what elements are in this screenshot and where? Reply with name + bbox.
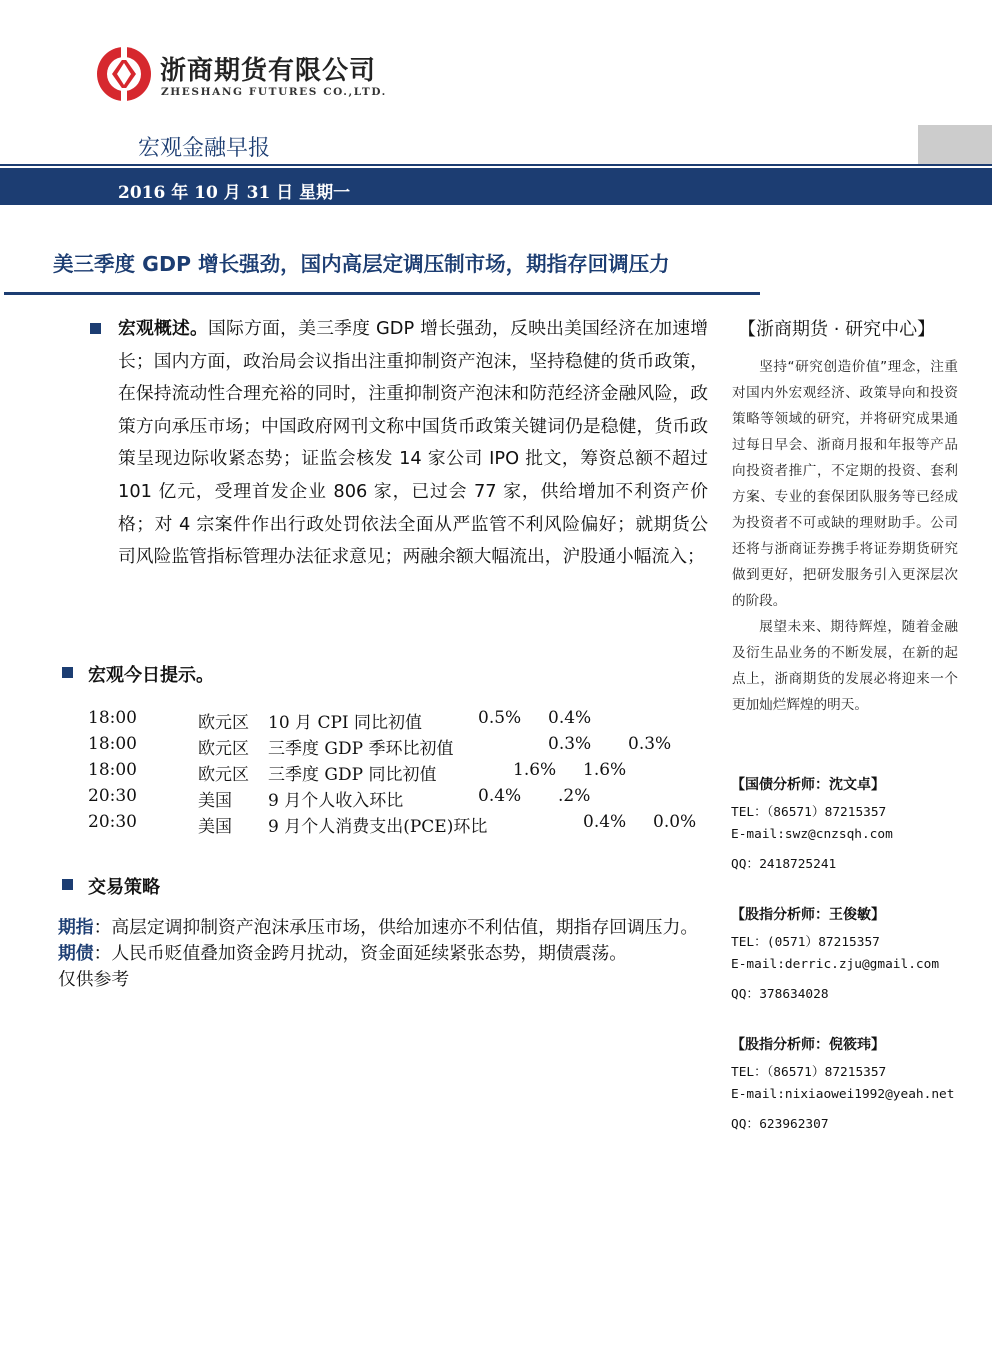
sidebar-title: 【浙商期货 · 研究中心】 [738, 319, 936, 340]
headline: 美三季度 GDP 增长强劲，国内高层定调压制市场，期指存回调压力 [53, 252, 670, 276]
calendar-event: 9 月个人收入环比 [268, 791, 404, 811]
strategy-index [58, 915, 708, 941]
calendar-value-1: 0.4% [478, 786, 522, 806]
calendar-value-2: .2% [558, 786, 591, 806]
bullet-icon [62, 667, 73, 678]
calendar-title: 宏观今日提示。 [88, 665, 214, 686]
calendar-value-2: 1.6% [583, 760, 627, 780]
analyst-tel: TEL：（86571）87215357 [731, 1065, 887, 1080]
sidebar-intro: 坚持“研究创造价值”理念，注重对国内外宏观经济、政策导向和投资策略等领域的研究，并将研究成果通过每日早会、浙商月报和年报等产品向投资者推广，不定期的投资、套利方案、专业的套保团队服务等已经成为投资者不可或缺的理财助手。公司还将与浙商证券携手将证券期货研究做到更好，把研发服务引入更深层次的阶段。 [732, 359, 958, 609]
strategy-disclaimer: 仅供参考 [58, 969, 130, 990]
macro-overview [118, 313, 708, 574]
company-name-en: ZHESHANG FUTURES CO.,LTD. [161, 86, 387, 98]
analyst-email[interactable]: E-mail:derric.zju@gmail.com [731, 957, 940, 972]
sidebar-outlook: 展望未来、期待辉煌，随着金融及衍生品业务的不断发展，在新的起点上，浙商期货的发展必将迎来一个更加灿烂辉煌的明天。 [732, 619, 958, 713]
calendar-value-2: 0.3% [628, 734, 672, 754]
strategy-index-key: 期指 [58, 917, 94, 938]
calendar-event: 三季度 GDP 季环比初值 [268, 739, 454, 759]
analyst-tel: TEL：(0571）87215357 [731, 935, 880, 950]
strategy-title: 交易策略 [88, 877, 160, 898]
analyst-name: 【股指分析师：王俊敏】 [731, 907, 885, 923]
calendar-row [0, 760, 760, 786]
calendar-value-1: 0.5% [478, 708, 522, 728]
analyst-email[interactable]: E-mail:nixiaowei1992@yeah.net [731, 1087, 955, 1102]
report-type: 宏观金融早报 [138, 136, 271, 161]
analyst-qq: QQ：378634028 [731, 987, 829, 1002]
calendar-row [0, 708, 760, 734]
calendar-time: 20:30 [88, 786, 137, 806]
overview-body: 国际方面，美三季度 GDP 增长强劲，反映出美国经济在加速增长；国内方面，政治局会议指出注重抑制资产泡沫，坚持稳健的货币政策，在保持流动性合理充裕的同时，注重抑制资产泡沫和防范经济金融风险，政策方向承压市场；中国政府网刊文称中国货币政策关键词仍是稳健，货币政策呈现边际收紧态势；证监会核发 14 家公司 IPO 批文，筹资总额不超过 101 亿元，受理首发企业 806 家，已过会 77 家，供给增加不利资产价格；对 4 宗案件作出行政处罚依法全面从严监管不利风险偏好；就期货公司风险监管指标管理办法征求意见；两融余额大幅流出，沪股通小幅流入； [118, 318, 708, 568]
calendar-event: 9 月个人消费支出(PCE)环比 [268, 817, 488, 837]
company-logo-icon [96, 46, 152, 102]
calendar-value-1: 1.6% [513, 760, 557, 780]
calendar-time: 20:30 [88, 812, 137, 832]
calendar-region: 欧元区 [198, 765, 249, 785]
trading-strategy [58, 915, 708, 993]
header-divider [0, 164, 992, 166]
calendar-row [0, 812, 760, 838]
bullet-icon [90, 323, 101, 334]
calendar-region: 欧元区 [198, 739, 249, 759]
analyst-email[interactable]: E-mail:swz@cnzsqh.com [731, 827, 893, 842]
calendar-region: 美国 [198, 791, 232, 811]
analyst-qq: QQ：623962307 [731, 1117, 829, 1132]
calendar-row [0, 786, 760, 812]
company-name-cn: 浙商期货有限公司 [160, 56, 377, 86]
bullet-icon [62, 879, 73, 890]
calendar-region: 欧元区 [198, 713, 249, 733]
calendar-value-2: 0.0% [653, 812, 697, 832]
report-date: 2016 年 10 月 31 日 星期一 [118, 183, 351, 203]
headline-rule [4, 292, 760, 295]
calendar-row [0, 734, 760, 760]
calendar-event: 三季度 GDP 同比初值 [268, 765, 437, 785]
strategy-bond [58, 941, 708, 967]
calendar-value-1: 0.3% [548, 734, 592, 754]
header-gray-block [918, 125, 992, 165]
analyst-name: 【国债分析师：沈文卓】 [731, 777, 885, 793]
strategy-bond-text: ：人民币贬值叠加资金跨月扰动，资金面延续紧张态势，期债震荡。 [93, 943, 628, 964]
strategy-bond-key: 期债 [58, 943, 94, 964]
calendar-time: 18:00 [88, 760, 137, 780]
strategy-index-text: ：高层定调抑制资产泡沫承压市场，供给加速亦不利估值，期指存回调压力。 [93, 917, 699, 938]
calendar-region: 美国 [198, 817, 232, 837]
analyst-name: 【股指分析师：倪筱玮】 [731, 1037, 885, 1053]
calendar-value-1: 0.4% [583, 812, 627, 832]
analyst-tel: TEL：（86571）87215357 [731, 805, 887, 820]
calendar-value-2: 0.4% [548, 708, 592, 728]
analyst-qq: QQ：2418725241 [731, 857, 837, 872]
calendar-event: 10 月 CPI 同比初值 [268, 713, 423, 733]
calendar-time: 18:00 [88, 734, 137, 754]
overview-lead: 宏观概述。 [118, 318, 209, 339]
calendar-time: 18:00 [88, 708, 137, 728]
